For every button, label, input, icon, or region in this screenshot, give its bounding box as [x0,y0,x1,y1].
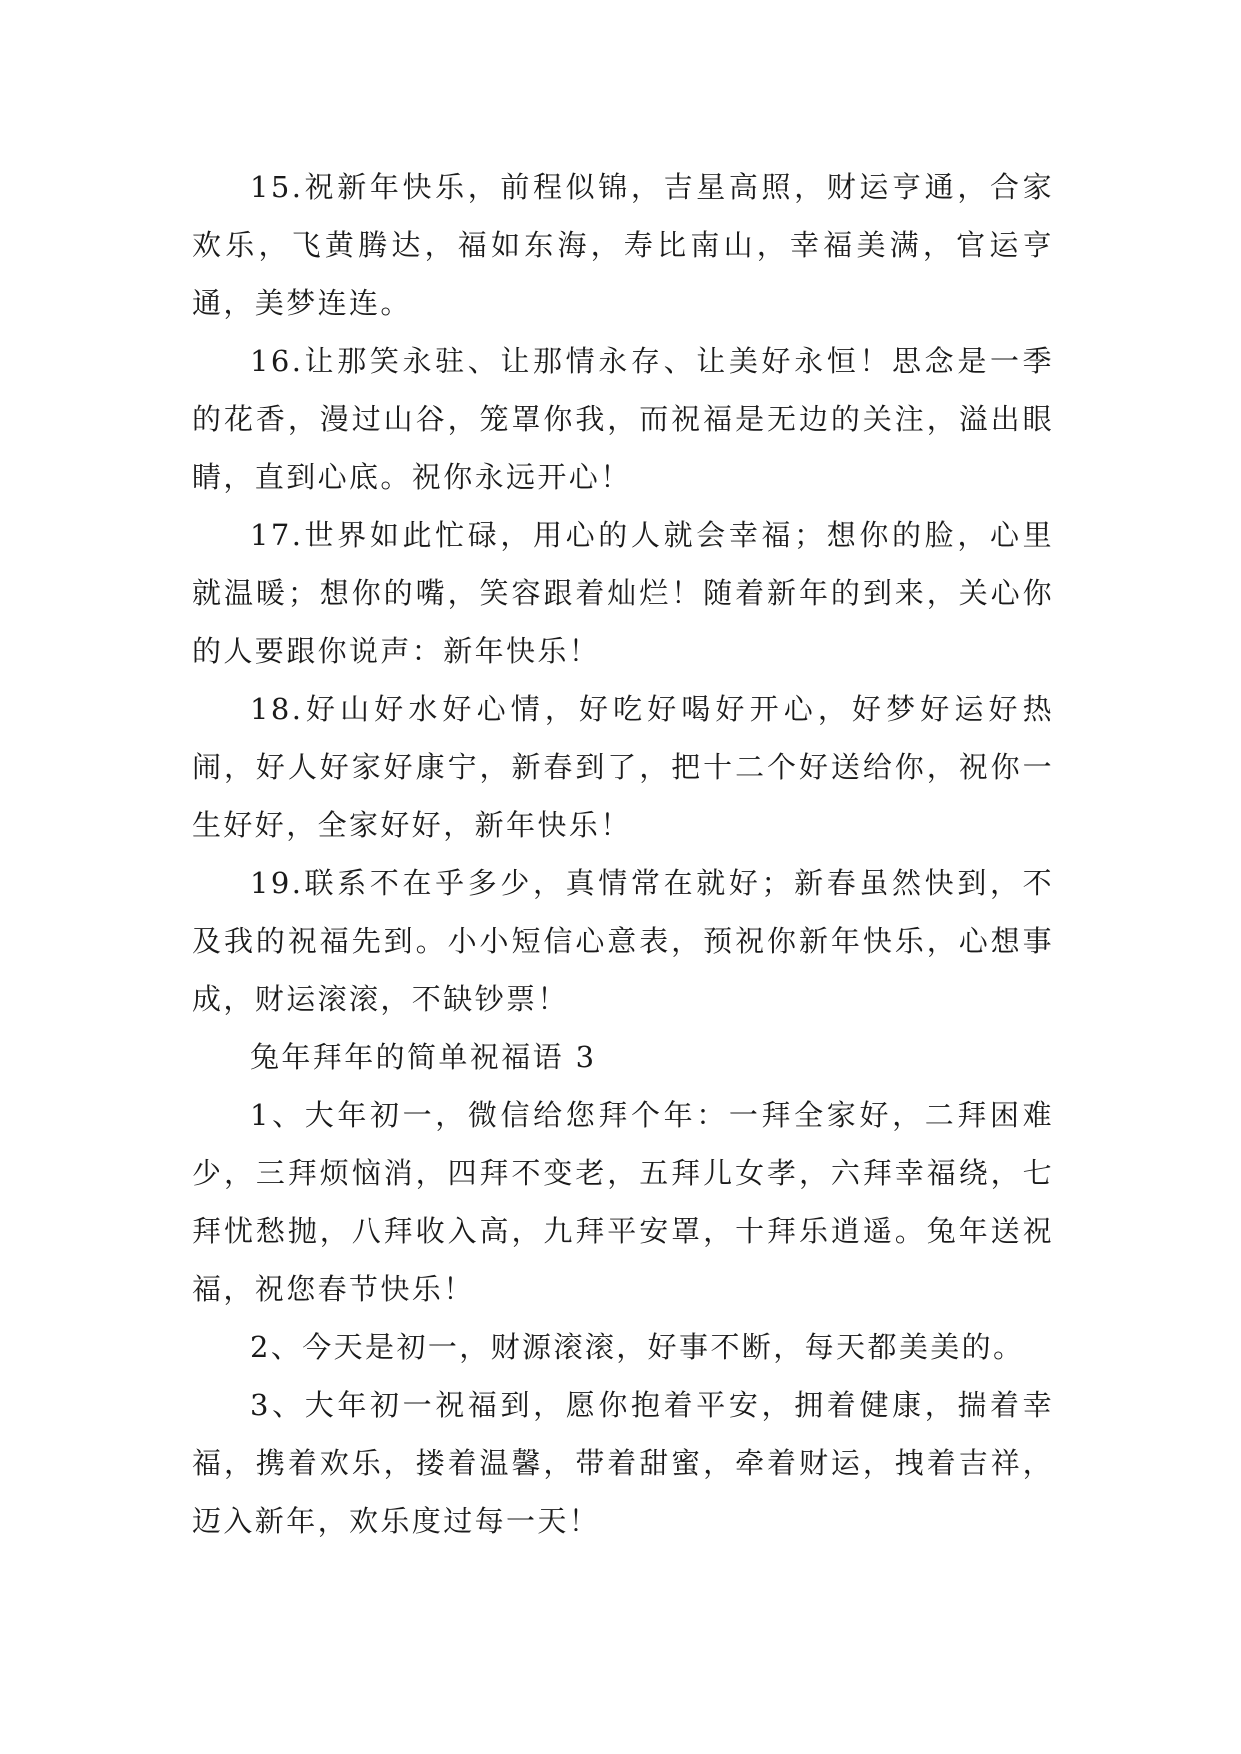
paragraph-item-3: 3、大年初一祝福到，愿你抱着平安，拥着健康，揣着幸福，携着欢乐，搂着温馨，带着甜蜜，牵着财运，拽着吉祥，迈入新年，欢乐度过每一天！ [192,1388,1054,1538]
paragraph-item-2: 2、今天是初一，财源滚滚，好事不断，每天都美美的。 [250,1330,1025,1364]
paragraph-item-1: 1、大年初一，微信给您拜个年：一拜全家好，二拜困难少，三拜烦恼消，四拜不变老，五拜儿女孝，六拜幸福绕，七拜忧愁抛，八拜收入高，九拜平安罩，十拜乐逍遥。兔年送祝福，祝您春节快乐！ [192,1098,1054,1306]
document-body [192,158,1054,1550]
paragraph-18: 18.好山好水好心情，好吃好喝好开心，好梦好运好热闹，好人好家好康宁，新春到了，把十二个好送给你，祝你一生好好，全家好好，新年快乐！ [192,692,1054,842]
paragraph-15: 15.祝新年快乐，前程似锦，吉星高照，财运亨通，合家欢乐，飞黄腾达，福如东海，寿比南山，幸福美满，官运亨通，美梦连连。 [192,170,1054,320]
paragraph-17: 17.世界如此忙碌，用心的人就会幸福；想你的脸，心里就温暖；想你的嘴，笑容跟着灿烂！随着新年的到来，关心你的人要跟你说声：新年快乐！ [192,518,1054,668]
paragraph-16: 16.让那笑永驻、让那情永存、让美好永恒！思念是一季的花香，漫过山谷，笼罩你我，而祝福是无边的关注，溢出眼睛，直到心底。祝你永远开心！ [192,344,1054,494]
paragraph-19: 19.联系不在乎多少，真情常在就好；新春虽然快到，不及我的祝福先到。小小短信心意表，预祝你新年快乐，心想事成，财运滚滚，不缺钞票！ [192,866,1054,1016]
section-heading: 兔年拜年的简单祝福语 3 [250,1040,597,1074]
